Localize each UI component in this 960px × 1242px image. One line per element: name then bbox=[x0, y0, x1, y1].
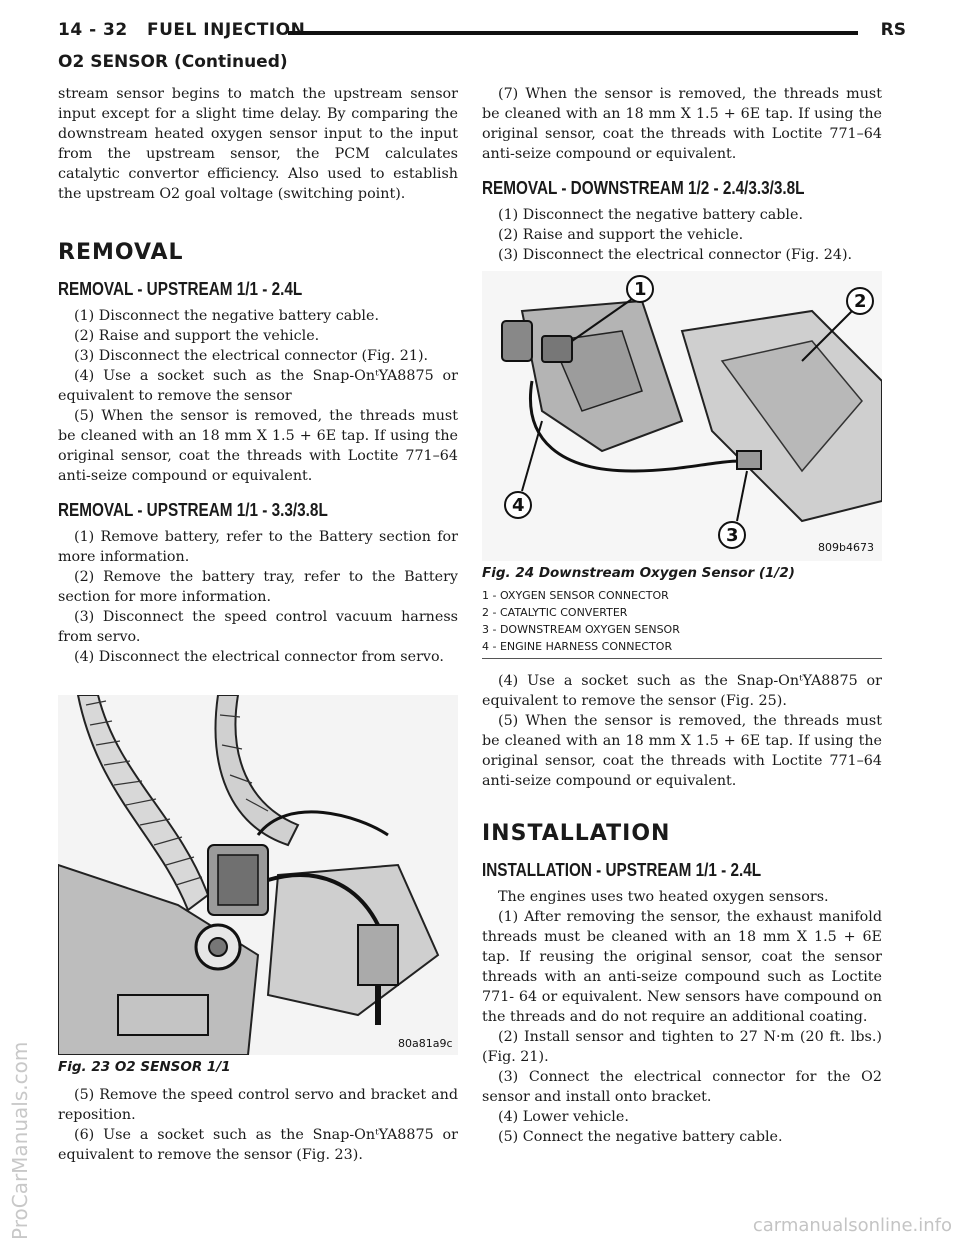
legend-item: 4 - ENGINE HARNESS CONNECTOR bbox=[482, 640, 673, 653]
step: (5) Connect the negative battery cable. bbox=[498, 1129, 783, 1145]
step: (2) Remove the battery tray, refer to the Battery section for more information. bbox=[58, 569, 458, 605]
manual-code: RS bbox=[880, 20, 906, 40]
side-watermark: ProCarManuals.com bbox=[8, 1041, 32, 1240]
callout-3: 3 bbox=[726, 525, 739, 546]
step: (3) Disconnect the electrical connector (Fig. 24). bbox=[498, 247, 853, 263]
step: (2) Install sensor and tighten to 27 N·m (20 ft. lbs.) (Fig. 21). bbox=[482, 1029, 882, 1065]
step: (7) When the sensor is removed, the threads must be cleaned with an 18 mm X 1.5 + 6E tap. If using the original sensor, coat the threads with Loctite 771–64 anti-seize compound or equivalent. bbox=[482, 86, 882, 162]
fig-23-image bbox=[58, 695, 458, 1055]
fig-24-code: 809b4673 bbox=[818, 541, 874, 554]
page-number: 14 - 32 FUEL INJECTION bbox=[58, 20, 306, 40]
step: (3) Disconnect the speed control vacuum harness from servo. bbox=[58, 609, 458, 645]
step: (3) Disconnect the electrical connector (Fig. 21). bbox=[74, 348, 429, 364]
step: The engines uses two heated oxygen sensors. bbox=[498, 889, 829, 905]
footer-watermark: carmanualsonline.info bbox=[752, 1215, 952, 1236]
callout-1: 1 bbox=[634, 279, 647, 300]
step: (2) Raise and support the vehicle. bbox=[74, 328, 320, 344]
removal-heading: REMOVAL bbox=[58, 240, 184, 265]
intro-paragraph: stream sensor begins to match the upstream sensor input except for a slight time delay. By comparing the downstream heated oxygen sensor input to the input from the upstream sensor, the PCM calculates catalytic convertor efficiency. Also used to establish the upstream O2 goal voltage (switching point). bbox=[58, 86, 458, 202]
header-rule bbox=[288, 31, 858, 35]
step: (4) Lower vehicle. bbox=[498, 1109, 629, 1125]
removal-upstream-24-heading: REMOVAL - UPSTREAM 1/1 - 2.4L bbox=[58, 279, 303, 299]
step: (4) Disconnect the electrical connector from servo. bbox=[74, 649, 444, 665]
fig-23-code: 80a81a9c bbox=[398, 1037, 453, 1050]
step: (4) Use a socket such as the Snap-OnᵗYA8875 or equivalent to remove the sensor bbox=[58, 368, 458, 404]
fig-24-image bbox=[482, 271, 882, 561]
step: (4) Use a socket such as the Snap-OnᵗYA8875 or equivalent to remove the sensor (Fig. 25). bbox=[482, 673, 882, 709]
fig-24-legend bbox=[482, 587, 882, 659]
continued-heading: O2 SENSOR (Continued) bbox=[58, 52, 288, 72]
step: (5) Remove the speed control servo and bracket and reposition. bbox=[58, 1087, 458, 1123]
step: (6) Use a socket such as the Snap-OnᵗYA8875 or equivalent to remove the sensor (Fig. 23). bbox=[58, 1127, 458, 1163]
fig-24-caption: Fig. 24 Downstream Oxygen Sensor (1/2) bbox=[482, 565, 795, 581]
legend-item: 2 - CATALYTIC CONVERTER bbox=[482, 606, 628, 619]
step: (1) Disconnect the negative battery cable. bbox=[498, 207, 804, 223]
step: (5) When the sensor is removed, the threads must be cleaned with an 18 mm X 1.5 + 6E tap. If using the original sensor, coat the threads with Loctite 771–64 anti-seize compound or equivalent. bbox=[58, 408, 458, 484]
step: (5) When the sensor is removed, the threads must be cleaned with an 18 mm X 1.5 + 6E tap. If using the original sensor, coat the threads with Loctite 771–64 anti-seize compound or equivalent. bbox=[482, 713, 882, 789]
legend-item: 1 - OXYGEN SENSOR CONNECTOR bbox=[482, 589, 669, 602]
step: (1) Disconnect the negative battery cable. bbox=[74, 308, 380, 324]
downstream-sensor-illustration bbox=[482, 271, 882, 561]
page-header bbox=[58, 18, 906, 46]
right-column bbox=[482, 84, 882, 1147]
step: (3) Connect the electrical connector for the O2 sensor and install onto bracket. bbox=[482, 1069, 882, 1105]
callout-4: 4 bbox=[512, 495, 525, 516]
step: (1) After removing the sensor, the exhaust manifold threads must be cleaned with an 18 mm X 1.5 + 6E tap. If reusing the original sensor, coat the sensor threads with an anti-seize compound such as Loctite 771- 64 or equivalent. New sensors have compound on the threads and do not require an additional coating. bbox=[482, 909, 882, 1025]
removal-downstream-heading: REMOVAL - DOWNSTREAM 1/2 - 2.4/3.3/3.8L bbox=[482, 178, 805, 198]
o2-sensor-illustration bbox=[58, 695, 458, 1055]
removal-upstream-33-heading: REMOVAL - UPSTREAM 1/1 - 3.3/3.8L bbox=[58, 500, 328, 520]
installation-upstream-heading: INSTALLATION - UPSTREAM 1/1 - 2.4L bbox=[482, 860, 762, 880]
legend-item: 3 - DOWNSTREAM OXYGEN SENSOR bbox=[482, 623, 680, 636]
callout-2: 2 bbox=[854, 291, 867, 312]
left-column bbox=[58, 84, 458, 1165]
fig-23-caption: Fig. 23 O2 SENSOR 1/1 bbox=[58, 1059, 231, 1075]
step: (2) Raise and support the vehicle. bbox=[498, 227, 744, 243]
installation-heading: INSTALLATION bbox=[482, 821, 671, 846]
step: (1) Remove battery, refer to the Battery section for more information. bbox=[58, 529, 458, 565]
